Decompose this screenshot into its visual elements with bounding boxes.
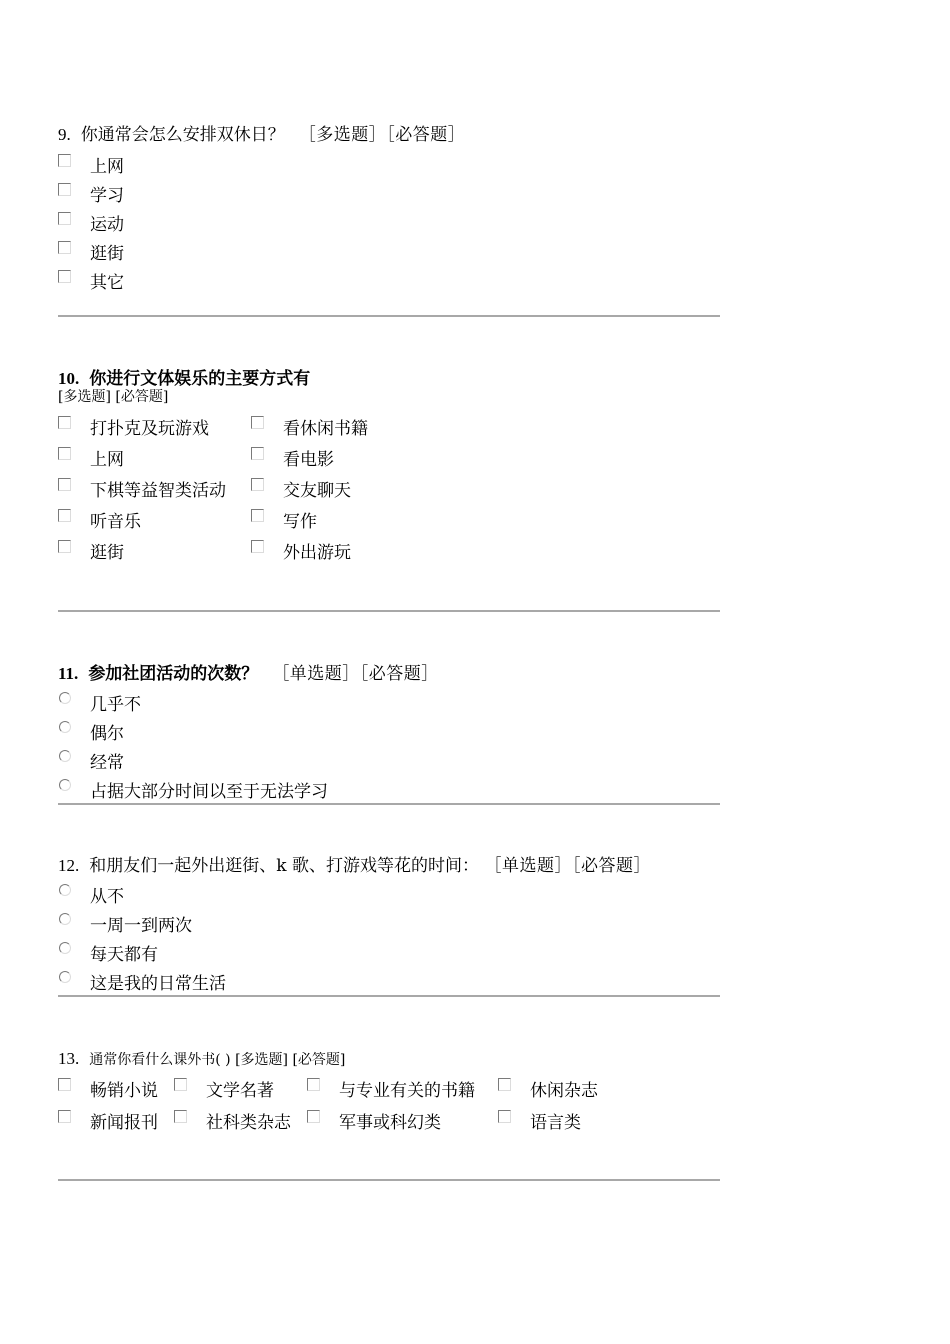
divider bbox=[58, 315, 720, 317]
option-label: 语言类 bbox=[530, 1113, 581, 1133]
checkbox-icon[interactable] bbox=[58, 270, 71, 283]
divider bbox=[58, 610, 720, 612]
option-label: 听音乐 bbox=[90, 512, 141, 532]
question-text: 通常你看什么课外书( ) [多选题] [必答题] bbox=[89, 1052, 346, 1068]
question-number: 12. bbox=[58, 856, 80, 875]
question-number: 13. bbox=[58, 1049, 80, 1068]
divider bbox=[58, 1179, 720, 1181]
option-label: 写作 bbox=[283, 512, 317, 532]
question-title bbox=[58, 124, 465, 146]
checkbox-icon[interactable] bbox=[174, 1110, 187, 1123]
option-label: 其它 bbox=[90, 273, 124, 293]
option-label: 打扑克及玩游戏 bbox=[90, 419, 209, 439]
option-label: 与专业有关的书籍 bbox=[339, 1081, 475, 1101]
checkbox-icon[interactable] bbox=[58, 154, 71, 167]
option-label: 占据大部分时间以至于无法学习 bbox=[90, 782, 328, 802]
radio-icon[interactable] bbox=[59, 779, 71, 791]
checkbox-icon[interactable] bbox=[251, 447, 264, 460]
checkbox-icon[interactable] bbox=[251, 416, 264, 429]
option-label: 军事或科幻类 bbox=[339, 1113, 441, 1133]
question-text: 和朋友们一起外出逛街、k 歌、打游戏等花的时间： bbox=[89, 856, 479, 876]
question-tags: ［单选题］［必答题］ bbox=[272, 664, 439, 684]
option-label: 新闻报刊 bbox=[90, 1113, 158, 1133]
question-11 bbox=[58, 663, 720, 813]
question-tags: ［多选题］［必答题］ bbox=[298, 125, 466, 145]
question-text: 你通常会怎么安排双休日？ bbox=[80, 125, 285, 145]
radio-icon[interactable] bbox=[59, 913, 71, 925]
checkbox-icon[interactable] bbox=[251, 540, 264, 553]
option-label: 文学名著 bbox=[206, 1081, 274, 1101]
checkbox-icon[interactable] bbox=[58, 212, 71, 225]
checkbox-icon[interactable] bbox=[58, 509, 71, 522]
question-title bbox=[58, 368, 310, 390]
option-label: 学习 bbox=[90, 186, 124, 206]
question-number: 11. bbox=[58, 664, 79, 683]
option-label: 运动 bbox=[90, 215, 124, 235]
option-label: 畅销小说 bbox=[90, 1081, 158, 1101]
option-label: 外出游玩 bbox=[283, 543, 351, 563]
question-title bbox=[58, 1048, 345, 1071]
checkbox-icon[interactable] bbox=[251, 509, 264, 522]
option-label: 逛街 bbox=[90, 244, 124, 264]
radio-icon[interactable] bbox=[59, 971, 71, 983]
option-label: 逛街 bbox=[90, 543, 124, 563]
question-12 bbox=[58, 855, 720, 1005]
checkbox-icon[interactable] bbox=[58, 1110, 71, 1123]
checkbox-icon[interactable] bbox=[307, 1078, 320, 1091]
checkbox-icon[interactable] bbox=[58, 447, 71, 460]
option-label: 一周一到两次 bbox=[90, 916, 192, 936]
question-number: 10. bbox=[58, 369, 80, 388]
question-title bbox=[58, 855, 651, 877]
question-title bbox=[58, 663, 439, 685]
option-label: 偶尔 bbox=[90, 724, 124, 744]
option-label: 几乎不 bbox=[90, 695, 141, 715]
option-label: 休闲杂志 bbox=[530, 1081, 598, 1101]
option-label: 看电影 bbox=[283, 450, 334, 470]
option-label: 上网 bbox=[90, 450, 124, 470]
option-label: 交友聊天 bbox=[283, 481, 351, 501]
checkbox-icon[interactable] bbox=[307, 1110, 320, 1123]
radio-icon[interactable] bbox=[59, 721, 71, 733]
checkbox-icon[interactable] bbox=[174, 1078, 187, 1091]
option-label: 社科类杂志 bbox=[206, 1113, 291, 1133]
checkbox-icon[interactable] bbox=[498, 1078, 511, 1091]
question-tags: ［单选题］［必答题］ bbox=[492, 856, 651, 876]
checkbox-icon[interactable] bbox=[58, 478, 71, 491]
question-number: 9. bbox=[58, 125, 71, 144]
question-13 bbox=[58, 1048, 720, 1188]
radio-icon[interactable] bbox=[59, 692, 71, 704]
checkbox-icon[interactable] bbox=[58, 540, 71, 553]
checkbox-icon[interactable] bbox=[251, 478, 264, 491]
question-9 bbox=[58, 124, 720, 324]
question-text: 参加社团活动的次数？ bbox=[88, 664, 259, 684]
question-10 bbox=[58, 368, 720, 618]
option-label: 经常 bbox=[90, 753, 124, 773]
option-label: 这是我的日常生活 bbox=[90, 974, 226, 994]
checkbox-icon[interactable] bbox=[58, 416, 71, 429]
checkbox-icon[interactable] bbox=[58, 183, 71, 196]
option-label: 每天都有 bbox=[90, 945, 158, 965]
option-label: 下棋等益智类活动 bbox=[90, 481, 226, 501]
radio-icon[interactable] bbox=[59, 750, 71, 762]
radio-icon[interactable] bbox=[59, 884, 71, 896]
radio-icon[interactable] bbox=[59, 942, 71, 954]
option-label: 看休闲书籍 bbox=[283, 419, 368, 439]
checkbox-icon[interactable] bbox=[58, 241, 71, 254]
divider bbox=[58, 803, 720, 805]
checkbox-icon[interactable] bbox=[498, 1110, 511, 1123]
checkbox-icon[interactable] bbox=[58, 1078, 71, 1091]
option-label: 从不 bbox=[90, 887, 124, 907]
divider bbox=[58, 995, 720, 997]
question-tags: [多选题] [必答题] bbox=[58, 389, 169, 405]
option-label: 上网 bbox=[90, 157, 124, 177]
question-text: 你进行文体娱乐的主要方式有 bbox=[89, 369, 311, 389]
